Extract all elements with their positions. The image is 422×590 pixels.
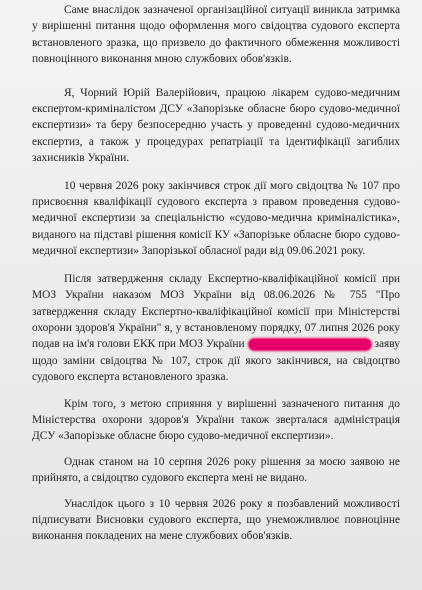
redaction-mark (249, 339, 371, 350)
document-body (32, 2, 400, 545)
paragraph-delay: Саме внаслідок зазначеної організаційної ситуації виникла затримка у вирішенні питання щодо оформлення мого свідоцтва судового експерта встановленого зразка, що призвело до фактичного обмеження можливості повноцінного виконання мною службових обов'язків. (32, 4, 400, 66)
paragraph-consequence: Унаслідок цього з 10 червня 2026 року я позбавлений можливості підписувати Висновки судового експерта, що унеможливлює повноцінне виконання покладених на мене службових обов'язків. (32, 497, 400, 543)
paragraph-administration-request: Крім того, з метою сприяння у вирішенні зазначеного питання до Міністерства охорони здоров'я України також зверталася адміністрація ДСУ «Запорізьке обласне бюро судово-медичної експертизи». (32, 397, 400, 443)
paragraph-identity: Я, Чорний Юрій Валерійович, працюю лікарем судово-медичним експертом-криміналістом ДСУ «Запорізьке обласне бюро судово-медичної експертизи» та беру безпосередню участь у проведенні судово-медичних експертиз, а також у процедурах репатріації та ідентифікації загиблих захисників України. (32, 86, 400, 165)
paragraph-no-decision: Однак станом на 10 серпня 2026 року рішення за моєю заявою не прийнято, а свідоцтво судового експерта мені не видано. (32, 455, 400, 485)
application-text-after: заяву щодо заміни свідоцтва № 107, строк дії якого закінчився, на свідоцтво судового експерта встановленого зразка. (32, 338, 400, 384)
paragraph-application (32, 271, 400, 386)
paragraph-certificate-expiry: 10 червня 2026 року закінчився строк дії мого свідоцтва № 107 про присвоєння кваліфікації судового експерта з правом проведення судово-медичної експертизи за спеціальністю «судово-медична криміналістика», виданого на підставі рішення комісії КУ «Запорізьке обласне бюро судово-медичної експертизи» Запорізької обласної ради від 09.06.2021 року. (32, 179, 400, 258)
application-text-before: Після затвердження складу Експертно-кваліфікаційної комісії при МОЗ України наказом МОЗ України від 08.06.2026 № 755 "Про затвердження складу Експертно-кваліфікаційної комісії при Міністерстві охорони здоров'я України" я, у встановленому порядку, 07 липня 2026 року подав на ім'я голови ЕКК при МОЗ України (32, 272, 400, 351)
